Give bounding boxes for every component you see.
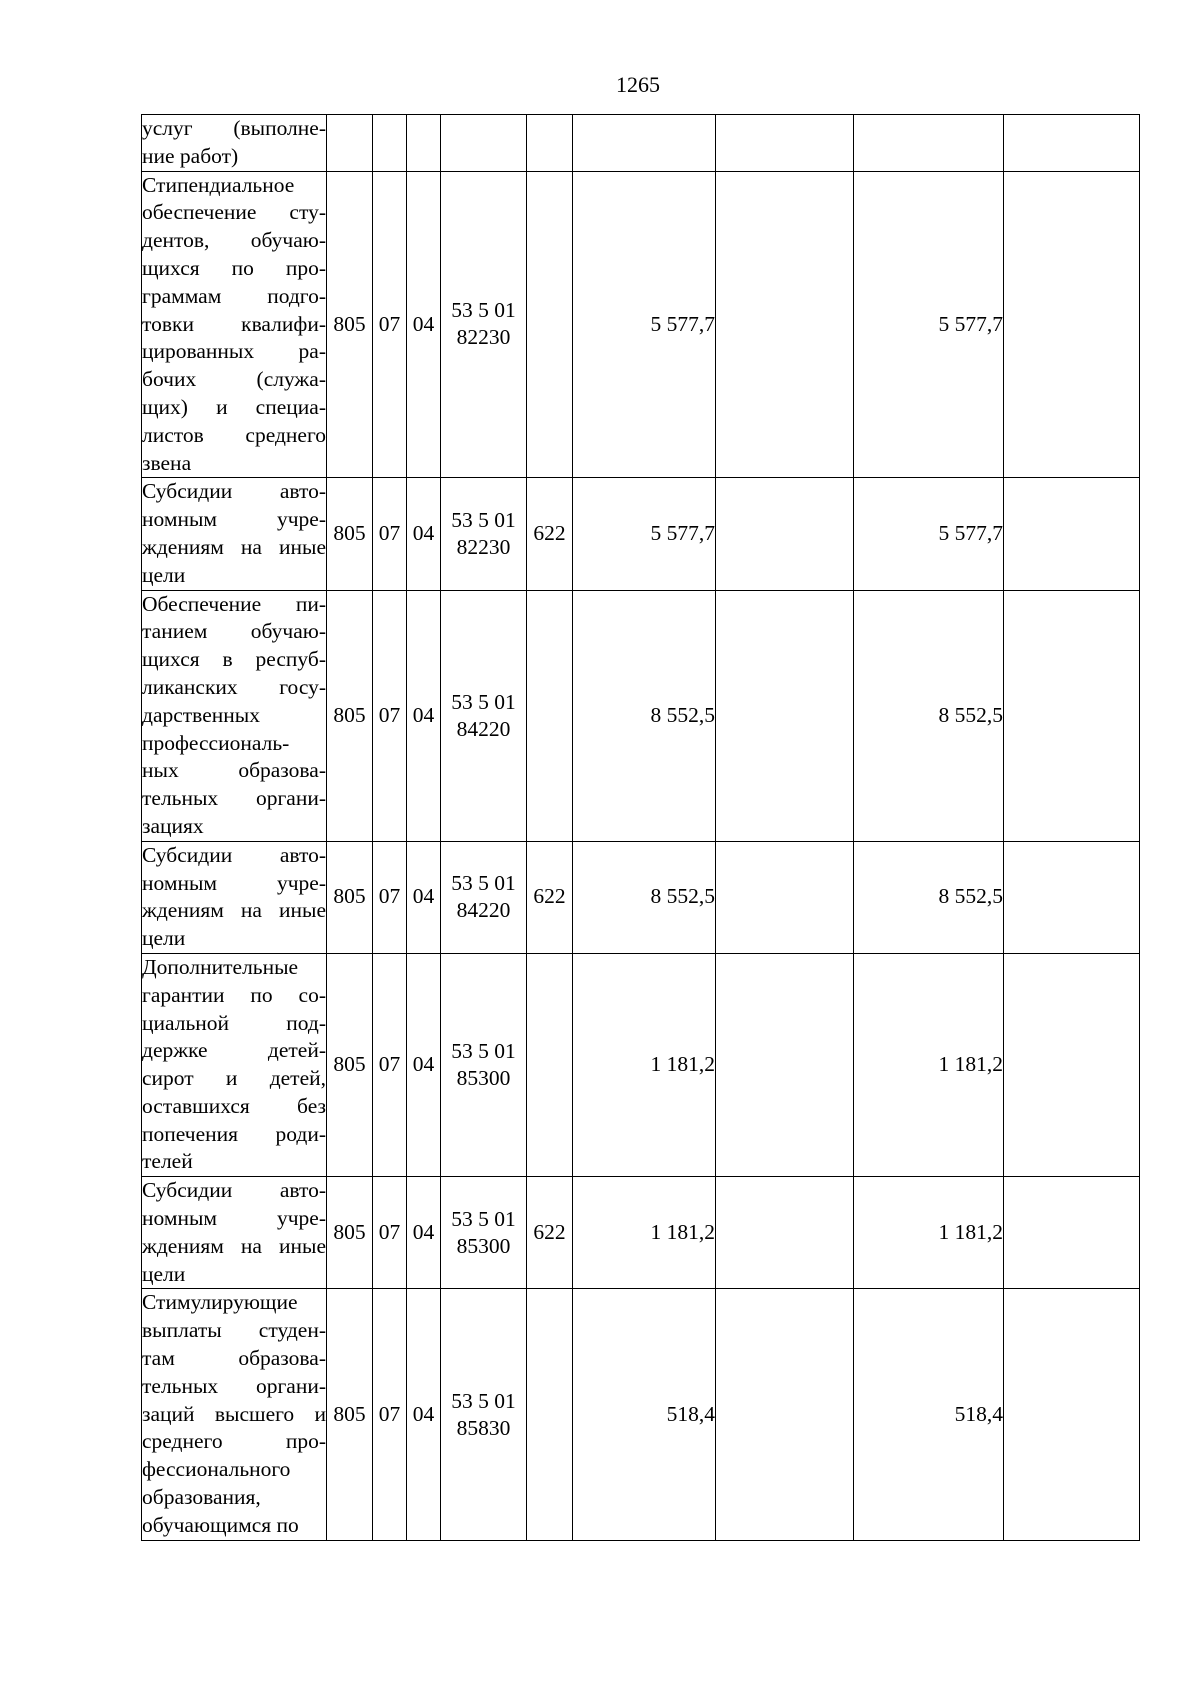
amount-cell-2: 8 552,5 [854, 841, 1004, 953]
amount-cell-2: 5 577,7 [854, 171, 1004, 478]
expense-name-line: ждениям на иные [142, 898, 326, 923]
ministry-code-cell: 805 [327, 590, 373, 841]
expense-name-cell [142, 478, 327, 590]
table-row [142, 953, 1140, 1176]
expense-name-line: циальной под- [142, 1010, 326, 1035]
expense-name-line: заций высшего и [142, 1401, 326, 1426]
section-code-cell: 07 [373, 1177, 407, 1289]
empty-amount-cell [716, 1177, 854, 1289]
budget-table [141, 114, 1140, 1541]
amount-cell-2: 8 552,5 [854, 590, 1004, 841]
expense-type-cell: 622 [527, 841, 573, 953]
expense-name-line: цели [142, 1261, 186, 1286]
table-row [142, 841, 1140, 953]
table-row [142, 1177, 1140, 1289]
target-article-cell [441, 590, 527, 841]
expense-name-line: цели [142, 562, 186, 587]
expense-name-line: среднего про- [142, 1429, 326, 1454]
expense-name-line: дарственных [142, 702, 260, 727]
expense-name-line: Субсидии авто- [142, 842, 326, 867]
ministry-code-cell: 805 [327, 1177, 373, 1289]
expense-name-line: тельных органи- [142, 786, 326, 811]
amount-cell-2: 518,4 [854, 1289, 1004, 1540]
expense-name-line: обучающимся по [142, 1512, 299, 1537]
expense-name-line: дентов, обучаю- [142, 228, 326, 253]
expense-name-line: гарантии по со- [142, 982, 326, 1007]
target-article-line: 53 5 01 [451, 871, 516, 896]
expense-name-cell [142, 953, 327, 1176]
expense-type-cell: 622 [527, 478, 573, 590]
subsection-code-cell: 04 [407, 1289, 441, 1540]
expense-name-line: номным учре- [142, 1206, 326, 1231]
target-article-line: 84220 [456, 898, 511, 923]
empty-amount-cell-2 [1004, 590, 1140, 841]
expense-name-line: бочих (служа- [142, 367, 326, 392]
expense-type-cell [527, 171, 573, 478]
target-article-line: 53 5 01 [451, 1039, 516, 1064]
ministry-code-cell: 805 [327, 171, 373, 478]
subsection-code-cell [407, 115, 441, 172]
expense-name-line: телей [142, 1149, 193, 1174]
empty-amount-cell-2 [1004, 1177, 1140, 1289]
table-row [142, 478, 1140, 590]
subsection-code-cell: 04 [407, 478, 441, 590]
expense-name-cell [142, 115, 327, 172]
amount-cell: 5 577,7 [573, 171, 716, 478]
target-article-line: 53 5 01 [451, 1388, 516, 1413]
amount-cell: 8 552,5 [573, 841, 716, 953]
expense-name-line: Субсидии авто- [142, 1178, 326, 1203]
expense-name-line: ние работ) [142, 143, 239, 168]
empty-amount-cell-2 [1004, 171, 1140, 478]
subsection-code-cell: 04 [407, 1177, 441, 1289]
expense-name-line: тельных органи- [142, 1373, 326, 1398]
ministry-code-cell [327, 115, 373, 172]
expense-name-line: щихся в респуб- [142, 647, 326, 672]
expense-name-line: цели [142, 926, 186, 951]
expense-name-line: держке детей- [142, 1038, 326, 1063]
empty-amount-cell-2 [1004, 1289, 1140, 1540]
expense-name-line: Дополнительные [142, 954, 299, 979]
empty-amount-cell [716, 953, 854, 1176]
expense-name-line: номным учре- [142, 507, 326, 532]
section-code-cell [373, 115, 407, 172]
target-article-cell [441, 1177, 527, 1289]
expense-name-line: услуг (выполне- [142, 116, 326, 140]
expense-name-line: номным учре- [142, 870, 326, 895]
expense-name-line: граммам подго- [142, 283, 326, 308]
expense-name-cell [142, 1177, 327, 1289]
expense-name-line: фессионального [142, 1457, 291, 1482]
target-article-cell [441, 171, 527, 478]
expense-name-line: цированных ра- [142, 339, 326, 364]
expense-name-cell [142, 1289, 327, 1540]
amount-cell-2 [854, 115, 1004, 172]
target-article-line: 53 5 01 [451, 298, 516, 323]
target-article-cell [441, 953, 527, 1176]
amount-cell [573, 115, 716, 172]
target-article-line: 85300 [456, 1233, 511, 1258]
target-article-line: 53 5 01 [451, 507, 516, 532]
subsection-code-cell: 04 [407, 590, 441, 841]
expense-name-line: звена [142, 450, 192, 475]
empty-amount-cell [716, 590, 854, 841]
expense-name-line: танием обучаю- [142, 619, 326, 644]
table-row [142, 1289, 1140, 1540]
expense-name-cell [142, 171, 327, 478]
empty-amount-cell [716, 171, 854, 478]
expense-name-line: ликанских госу- [142, 674, 326, 699]
table-row [142, 590, 1140, 841]
amount-cell: 1 181,2 [573, 1177, 716, 1289]
amount-cell: 5 577,7 [573, 478, 716, 590]
target-article-cell [441, 841, 527, 953]
expense-name-line: Стипендиальное [142, 172, 295, 197]
amount-cell-2: 1 181,2 [854, 1177, 1004, 1289]
section-code-cell: 07 [373, 1289, 407, 1540]
section-code-cell: 07 [373, 590, 407, 841]
expense-name-line: там образова- [142, 1346, 326, 1371]
empty-amount-cell [716, 115, 854, 172]
amount-cell: 8 552,5 [573, 590, 716, 841]
expense-type-cell [527, 1289, 573, 1540]
target-article-line: 53 5 01 [451, 1206, 516, 1231]
expense-type-cell [527, 590, 573, 841]
expense-name-line: Субсидии авто- [142, 479, 326, 504]
target-article-line: 82230 [456, 325, 511, 350]
expense-type-cell [527, 953, 573, 1176]
target-article-line: 84220 [456, 716, 511, 741]
target-article-line: 85300 [456, 1066, 511, 1091]
amount-cell-2: 1 181,2 [854, 953, 1004, 1176]
expense-name-line: товки квалифи- [142, 311, 326, 336]
expense-name-line: образования, [142, 1485, 261, 1510]
empty-amount-cell [716, 841, 854, 953]
target-article-line: 85830 [456, 1415, 511, 1440]
empty-amount-cell-2 [1004, 841, 1140, 953]
amount-cell: 1 181,2 [573, 953, 716, 1176]
expense-type-cell: 622 [527, 1177, 573, 1289]
ministry-code-cell: 805 [327, 841, 373, 953]
expense-type-cell [527, 115, 573, 172]
expense-name-line: ждениям на иные [142, 534, 326, 559]
empty-amount-cell [716, 1289, 854, 1540]
page-number: 1265 [616, 72, 660, 97]
expense-name-line: ждениям на иные [142, 1233, 326, 1258]
table-row [142, 115, 1140, 172]
target-article-cell [441, 478, 527, 590]
expense-name-line: сирот и детей, [142, 1066, 326, 1091]
empty-amount-cell-2 [1004, 115, 1140, 172]
ministry-code-cell: 805 [327, 953, 373, 1176]
target-article-line: 82230 [456, 534, 511, 559]
expense-name-line: профессиональ- [142, 730, 290, 755]
expense-name-line: зациях [142, 813, 204, 838]
expense-name-line: обеспечение сту- [142, 200, 326, 225]
empty-amount-cell [716, 478, 854, 590]
expense-name-line: выплаты студен- [142, 1318, 326, 1343]
target-article-line: 53 5 01 [451, 689, 516, 714]
empty-amount-cell-2 [1004, 478, 1140, 590]
expense-name-line: ных образова- [142, 758, 326, 783]
section-code-cell: 07 [373, 171, 407, 478]
expense-name-line: Стимулирующие [142, 1290, 298, 1315]
subsection-code-cell: 04 [407, 953, 441, 1176]
expense-name-line: листов среднего [142, 422, 326, 447]
expense-name-line: Обеспечение пи- [142, 591, 326, 616]
subsection-code-cell: 04 [407, 171, 441, 478]
target-article-cell [441, 1289, 527, 1540]
subsection-code-cell: 04 [407, 841, 441, 953]
expense-name-cell [142, 590, 327, 841]
ministry-code-cell: 805 [327, 1289, 373, 1540]
target-article-cell [441, 115, 527, 172]
section-code-cell: 07 [373, 841, 407, 953]
section-code-cell: 07 [373, 478, 407, 590]
amount-cell: 518,4 [573, 1289, 716, 1540]
ministry-code-cell: 805 [327, 478, 373, 590]
expense-name-line: попечения роди- [142, 1121, 326, 1146]
section-code-cell: 07 [373, 953, 407, 1176]
table-row [142, 171, 1140, 478]
expense-name-line: оставшихся без [142, 1093, 326, 1118]
expense-name-cell [142, 841, 327, 953]
empty-amount-cell-2 [1004, 953, 1140, 1176]
expense-name-line: щихся по про- [142, 255, 326, 280]
amount-cell-2: 5 577,7 [854, 478, 1004, 590]
expense-name-line: щих) и специа- [142, 394, 326, 419]
